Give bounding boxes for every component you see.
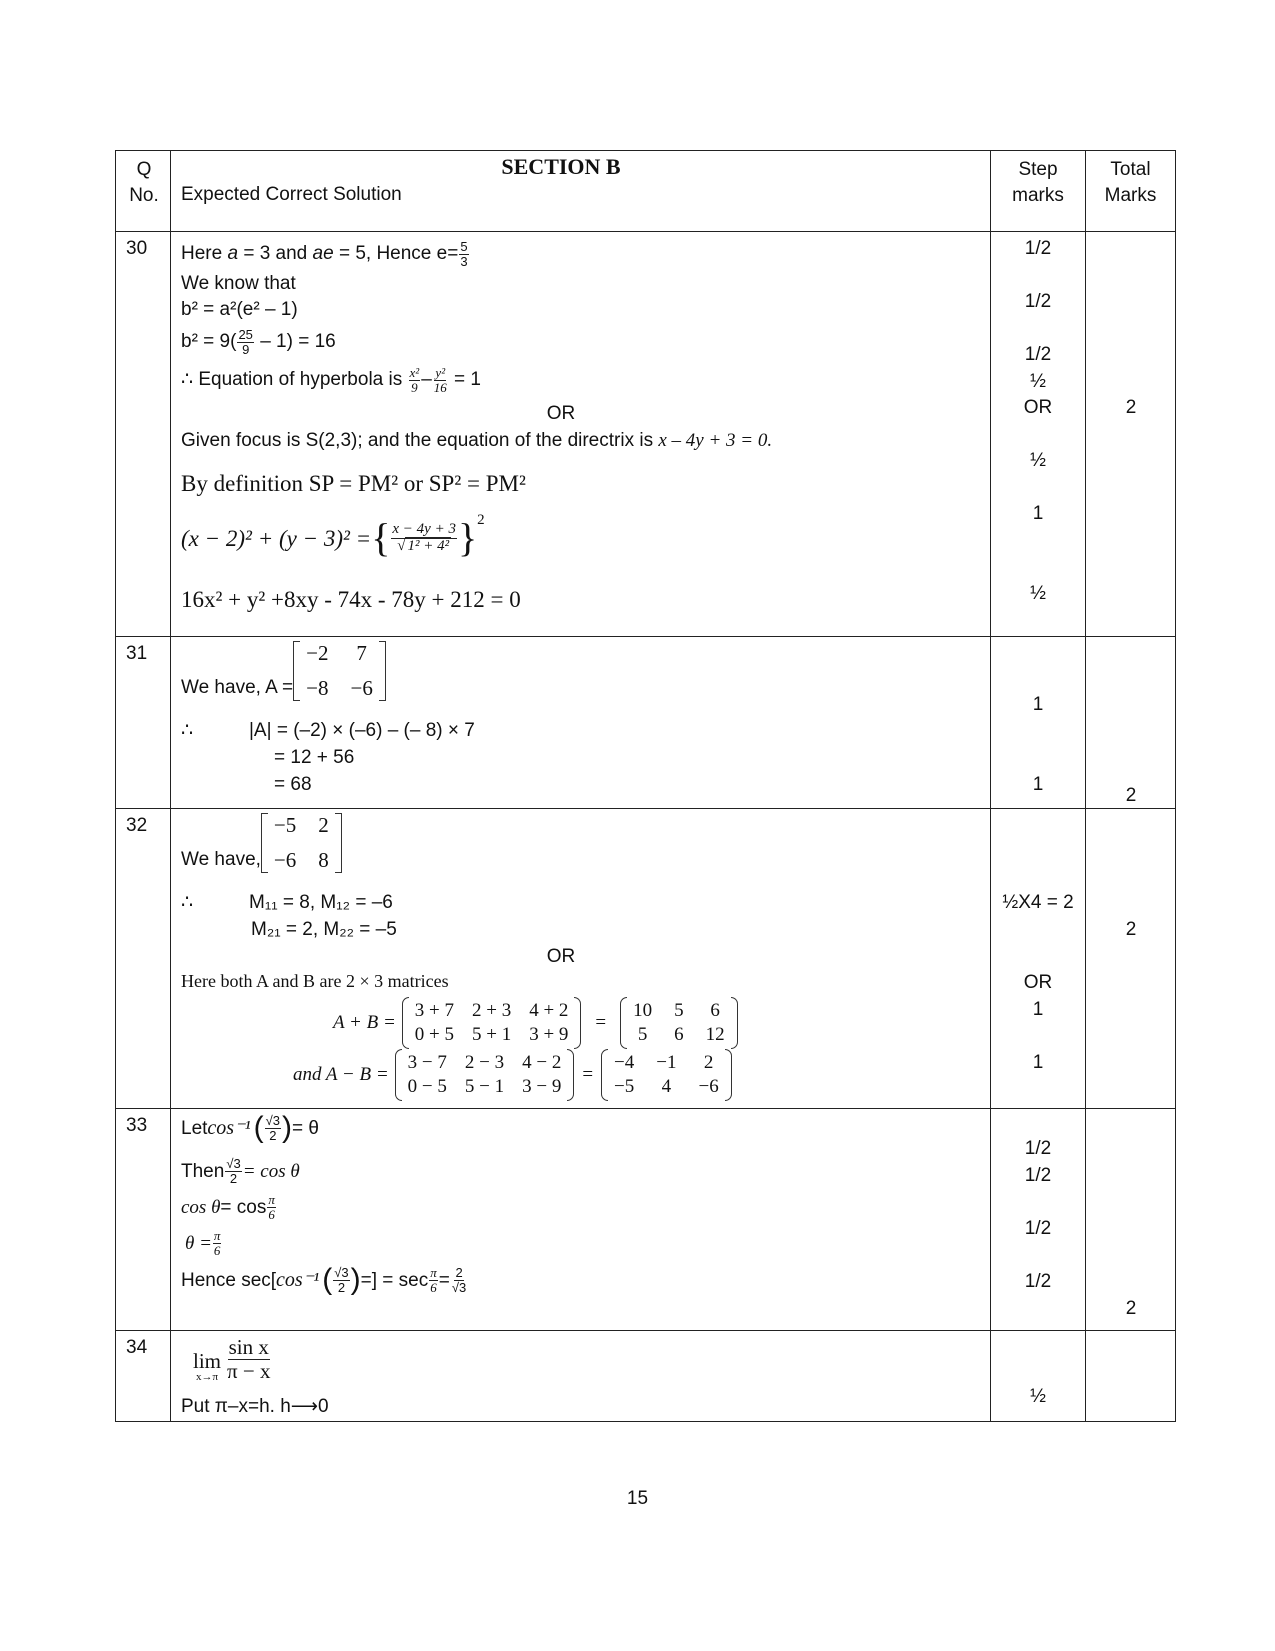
question-number: 31 (126, 643, 148, 664)
total-marks-cell: 2 (1086, 232, 1176, 637)
matrix: −5 2 −6 8 (261, 813, 342, 873)
solution-header (171, 151, 991, 232)
step-marks-cell: 1/2 1/2 1/2 1/2 (991, 1109, 1086, 1331)
total-marks-header: Total Marks (1086, 151, 1176, 232)
question-row-31 (116, 637, 1176, 809)
solution-cell: Here a = 3 and ae = 5, Hence e= $\frac{5}{3}$ We know that b² = a²(e² – 1) b² = 9( $\frac{25}{9}$ – 1) = 16 ∴ Equation of hyperbola is $\frac{\text{x²}}{9}$ – $\frac{\text{y²}}{16}$ = 1 OR Given focus is S(2,3); and the equation of the directrix is x – 4y + 3 = 0. By definition SP = PM² or SP² = PM² (x − 2)² + (y − 3)² = { $\frac{x - 4y + 3}{\text{√ 1² + 4²}}$ } $^2$ 16x² + y² +8xy - 74x - 78y + 212 = 0 (171, 232, 991, 637)
question-number: 32 (126, 815, 148, 836)
step-marks-cell: ½ (991, 1331, 1086, 1422)
total-marks-cell: 2 (1086, 637, 1176, 809)
solution-cell: We have, −5 2 −6 8 ∴ M₁₁ = 8, M₁₂ = –6 M₂₁ = 2, M₂₂ = –5 OR Here both A and B are 2 × 3 matrices A + B = 3 + 7 2 + 3 4 + 2 0 + 5 5 + 1 3 + 9 = 10 5 6 5 6 12 and A − B = 3 − 7 2 − 3 4 − 2 0 − 5 5 − 1 3 − 9 = −4 −1 2 −5 4 −6 (171, 809, 991, 1109)
matrix-sum: A + B = 3 + 7 2 + 3 4 + 2 0 + 5 5 + 1 3 + 9 = 10 5 6 5 6 12 (333, 997, 738, 1049)
question-row-30 (116, 232, 1176, 637)
solution-label: Expected Correct Solution (181, 184, 402, 205)
step-marks-cell: 1 1 (991, 637, 1086, 809)
total-marks-cell: 2 (1086, 1109, 1176, 1331)
total-marks-cell (1086, 1331, 1176, 1422)
question-row-32 (116, 809, 1176, 1109)
question-number: 33 (126, 1115, 148, 1136)
solution-cell: Let cos⁻¹ ( $\frac{√3}{2}$ ) = θ Then $\frac{√3}{2}$ = cos θ cos θ = cos $\frac{\pi}{6}$ θ = $\frac{\pi}{6}$ Hence sec[ cos⁻¹ ( $\frac{√3}{2}$ ) =] = sec $\frac{\pi}{6}$ = $\frac{2}{√3}$ (171, 1109, 991, 1331)
section-title: SECTION B (501, 154, 621, 179)
total-marks-cell: 2 (1086, 809, 1176, 1109)
solution-cell: lim x→π $\frac{\text{sin x}}{\pi - x}$ Put π–x=h. h⟶0 (171, 1331, 991, 1422)
question-number: 34 (126, 1337, 148, 1358)
matrix-a: −2 7 −8 −6 (293, 641, 386, 701)
step-marks-cell: 1/2 1/2 1/2 ½ OR ½ 1 ½ (991, 232, 1086, 637)
qno-header: Q No. (116, 151, 171, 232)
question-number: 30 (126, 238, 148, 259)
step-marks-cell: ½X4 = 2 OR 1 1 (991, 809, 1086, 1109)
step-marks-header: Step marks (991, 151, 1086, 232)
marking-scheme-table (115, 150, 1176, 1422)
solution-cell: We have, A = −2 7 −8 −6 ∴ |A| = (–2) × (–6) – (– 8) × 7 = 12 + 56 = 68 (171, 637, 991, 809)
header-row (116, 151, 1176, 232)
question-row-33 (116, 1109, 1176, 1331)
matrix-difference: and A − B = 3 − 7 2 − 3 4 − 2 0 − 5 5 − 1 3 − 9 = −4 −1 2 −5 4 −6 (293, 1049, 732, 1101)
question-row-34 (116, 1331, 1176, 1422)
limit-expression: lim x→π $\frac{\text{sin x}}{\pi - x}$ (193, 1335, 271, 1383)
page-number: 15 (626, 1488, 649, 1509)
